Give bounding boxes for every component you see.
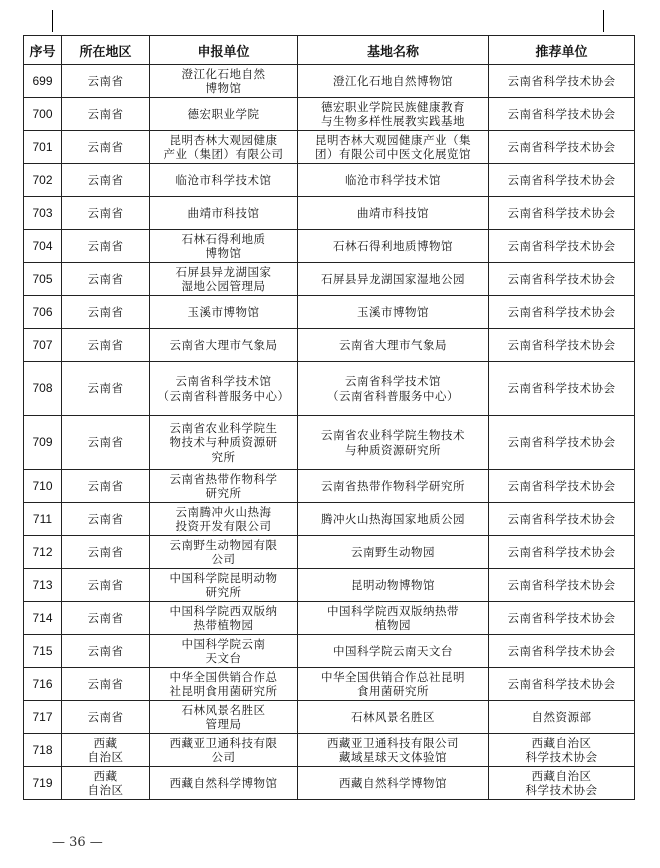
cell-recommender: 云南省科学技术协会 — [489, 329, 635, 362]
cell-index: 712 — [24, 536, 62, 569]
cell-base-name: 石林石得利地质博物馆 — [298, 230, 489, 263]
page-number: — 36 — — [52, 835, 103, 850]
cell-index: 719 — [24, 767, 62, 800]
cell-index: 704 — [24, 230, 62, 263]
cell-applicant: 石林风景名胜区 管理局 — [150, 701, 298, 734]
cell-applicant: 西藏自然科学博物馆 — [150, 767, 298, 800]
cell-index: 699 — [24, 65, 62, 98]
header-recommender: 推荐单位 — [489, 36, 635, 65]
cell-index: 707 — [24, 329, 62, 362]
table-row — [24, 503, 635, 536]
table-row — [24, 701, 635, 734]
table-row — [24, 767, 635, 800]
table-header-row — [24, 36, 635, 65]
cell-applicant: 昆明杏林大观园健康 产业（集团）有限公司 — [150, 131, 298, 164]
cell-base-name: 中国科学院西双版纳热带 植物园 — [298, 602, 489, 635]
cell-base-name: 中华全国供销合作总社昆明 食用菌研究所 — [298, 668, 489, 701]
cell-region: 云南省 — [62, 635, 150, 668]
cell-base-name: 云南省大理市气象局 — [298, 329, 489, 362]
cell-region: 西藏 自治区 — [62, 734, 150, 767]
base-list-table — [23, 35, 635, 800]
cell-recommender: 云南省科学技术协会 — [489, 503, 635, 536]
cell-region: 云南省 — [62, 65, 150, 98]
header-base-name: 基地名称 — [298, 36, 489, 65]
cell-base-name: 腾冲火山热海国家地质公园 — [298, 503, 489, 536]
cell-recommender: 云南省科学技术协会 — [489, 230, 635, 263]
cell-region: 云南省 — [62, 668, 150, 701]
table-row — [24, 65, 635, 98]
cell-index: 718 — [24, 734, 62, 767]
cell-applicant: 中华全国供销合作总 社昆明食用菌研究所 — [150, 668, 298, 701]
table-row — [24, 230, 635, 263]
cell-index: 703 — [24, 197, 62, 230]
table-row — [24, 98, 635, 131]
cell-applicant: 云南省大理市气象局 — [150, 329, 298, 362]
cell-index: 716 — [24, 668, 62, 701]
cell-region: 云南省 — [62, 536, 150, 569]
crop-mark-right — [603, 10, 604, 32]
cell-recommender: 云南省科学技术协会 — [489, 569, 635, 602]
cell-base-name: 澄江化石地自然博物馆 — [298, 65, 489, 98]
cell-base-name: 德宏职业学院民族健康教育 与生物多样性展教实践基地 — [298, 98, 489, 131]
cell-applicant: 云南省热带作物科学 研究所 — [150, 470, 298, 503]
cell-recommender: 云南省科学技术协会 — [489, 65, 635, 98]
table-row — [24, 164, 635, 197]
cell-index: 710 — [24, 470, 62, 503]
cell-recommender: 云南省科学技术协会 — [489, 635, 635, 668]
cell-applicant: 云南省农业科学院生 物技术与种质资源研 究所 — [150, 416, 298, 470]
table-row — [24, 569, 635, 602]
cell-base-name: 云南省农业科学院生物技术 与种质资源研究所 — [298, 416, 489, 470]
cell-index: 714 — [24, 602, 62, 635]
cell-base-name: 临沧市科学技术馆 — [298, 164, 489, 197]
cell-region: 云南省 — [62, 131, 150, 164]
cell-index: 713 — [24, 569, 62, 602]
cell-base-name: 云南省科学技术馆 （云南省科普服务中心） — [298, 362, 489, 416]
cell-applicant: 云南省科学技术馆 （云南省科普服务中心） — [150, 362, 298, 416]
cell-index: 717 — [24, 701, 62, 734]
cell-base-name: 曲靖市科技馆 — [298, 197, 489, 230]
cell-region: 云南省 — [62, 230, 150, 263]
cell-region: 云南省 — [62, 416, 150, 470]
cell-index: 709 — [24, 416, 62, 470]
table-row — [24, 197, 635, 230]
cell-region: 云南省 — [62, 329, 150, 362]
cell-recommender: 云南省科学技术协会 — [489, 362, 635, 416]
cell-recommender: 云南省科学技术协会 — [489, 98, 635, 131]
cell-region: 云南省 — [62, 470, 150, 503]
cell-recommender: 云南省科学技术协会 — [489, 263, 635, 296]
cell-index: 700 — [24, 98, 62, 131]
cell-base-name: 云南野生动物园 — [298, 536, 489, 569]
cell-base-name: 石林风景名胜区 — [298, 701, 489, 734]
cell-recommender: 云南省科学技术协会 — [489, 131, 635, 164]
cell-region: 云南省 — [62, 263, 150, 296]
cell-region: 云南省 — [62, 569, 150, 602]
header-region: 所在地区 — [62, 36, 150, 65]
cell-recommender: 云南省科学技术协会 — [489, 164, 635, 197]
cell-applicant: 西藏亚卫通科技有限 公司 — [150, 734, 298, 767]
cell-recommender: 云南省科学技术协会 — [489, 668, 635, 701]
cell-base-name: 云南省热带作物科学研究所 — [298, 470, 489, 503]
table-row — [24, 416, 635, 470]
header-applicant: 申报单位 — [150, 36, 298, 65]
cell-index: 715 — [24, 635, 62, 668]
cell-base-name: 西藏自然科学博物馆 — [298, 767, 489, 800]
table-row — [24, 131, 635, 164]
cell-base-name: 玉溪市博物馆 — [298, 296, 489, 329]
table-row — [24, 635, 635, 668]
cell-applicant: 澄江化石地自然 博物馆 — [150, 65, 298, 98]
cell-region: 云南省 — [62, 164, 150, 197]
cell-applicant: 云南腾冲火山热海 投资开发有限公司 — [150, 503, 298, 536]
cell-region: 云南省 — [62, 296, 150, 329]
cell-index: 708 — [24, 362, 62, 416]
cell-applicant: 玉溪市博物馆 — [150, 296, 298, 329]
table-row — [24, 734, 635, 767]
cell-base-name: 中国科学院云南天文台 — [298, 635, 489, 668]
cell-index: 711 — [24, 503, 62, 536]
table-row — [24, 668, 635, 701]
cell-applicant: 德宏职业学院 — [150, 98, 298, 131]
cell-applicant: 云南野生动物园有限 公司 — [150, 536, 298, 569]
cell-recommender: 云南省科学技术协会 — [489, 536, 635, 569]
cell-base-name: 昆明动物博物馆 — [298, 569, 489, 602]
cell-recommender: 西藏自治区 科学技术协会 — [489, 767, 635, 800]
cell-applicant: 曲靖市科技馆 — [150, 197, 298, 230]
table-body — [24, 65, 635, 800]
cell-base-name: 石屏县异龙湖国家湿地公园 — [298, 263, 489, 296]
cell-region: 西藏 自治区 — [62, 767, 150, 800]
table-row — [24, 602, 635, 635]
cell-applicant: 中国科学院昆明动物 研究所 — [150, 569, 298, 602]
cell-index: 701 — [24, 131, 62, 164]
table-row — [24, 329, 635, 362]
cell-region: 云南省 — [62, 197, 150, 230]
cell-recommender: 云南省科学技术协会 — [489, 197, 635, 230]
cell-recommender: 自然资源部 — [489, 701, 635, 734]
cell-region: 云南省 — [62, 362, 150, 416]
cell-index: 705 — [24, 263, 62, 296]
cell-region: 云南省 — [62, 503, 150, 536]
crop-mark-left — [52, 10, 53, 32]
table-row — [24, 296, 635, 329]
cell-applicant: 中国科学院云南 天文台 — [150, 635, 298, 668]
cell-recommender: 云南省科学技术协会 — [489, 470, 635, 503]
cell-region: 云南省 — [62, 602, 150, 635]
cell-index: 706 — [24, 296, 62, 329]
cell-region: 云南省 — [62, 98, 150, 131]
cell-applicant: 石林石得利地质 博物馆 — [150, 230, 298, 263]
table-row — [24, 362, 635, 416]
cell-applicant: 石屏县异龙湖国家 湿地公园管理局 — [150, 263, 298, 296]
cell-applicant: 中国科学院西双版纳 热带植物园 — [150, 602, 298, 635]
cell-recommender: 西藏自治区 科学技术协会 — [489, 734, 635, 767]
table-row — [24, 536, 635, 569]
cell-recommender: 云南省科学技术协会 — [489, 602, 635, 635]
cell-region: 云南省 — [62, 701, 150, 734]
table-row — [24, 470, 635, 503]
header-index: 序号 — [24, 36, 62, 65]
cell-base-name: 昆明杏林大观园健康产业（集 团）有限公司中医文化展览馆 — [298, 131, 489, 164]
table-row — [24, 263, 635, 296]
cell-index: 702 — [24, 164, 62, 197]
cell-base-name: 西藏亚卫通科技有限公司 藏域星球天文体验馆 — [298, 734, 489, 767]
cell-applicant: 临沧市科学技术馆 — [150, 164, 298, 197]
cell-recommender: 云南省科学技术协会 — [489, 296, 635, 329]
cell-recommender: 云南省科学技术协会 — [489, 416, 635, 470]
